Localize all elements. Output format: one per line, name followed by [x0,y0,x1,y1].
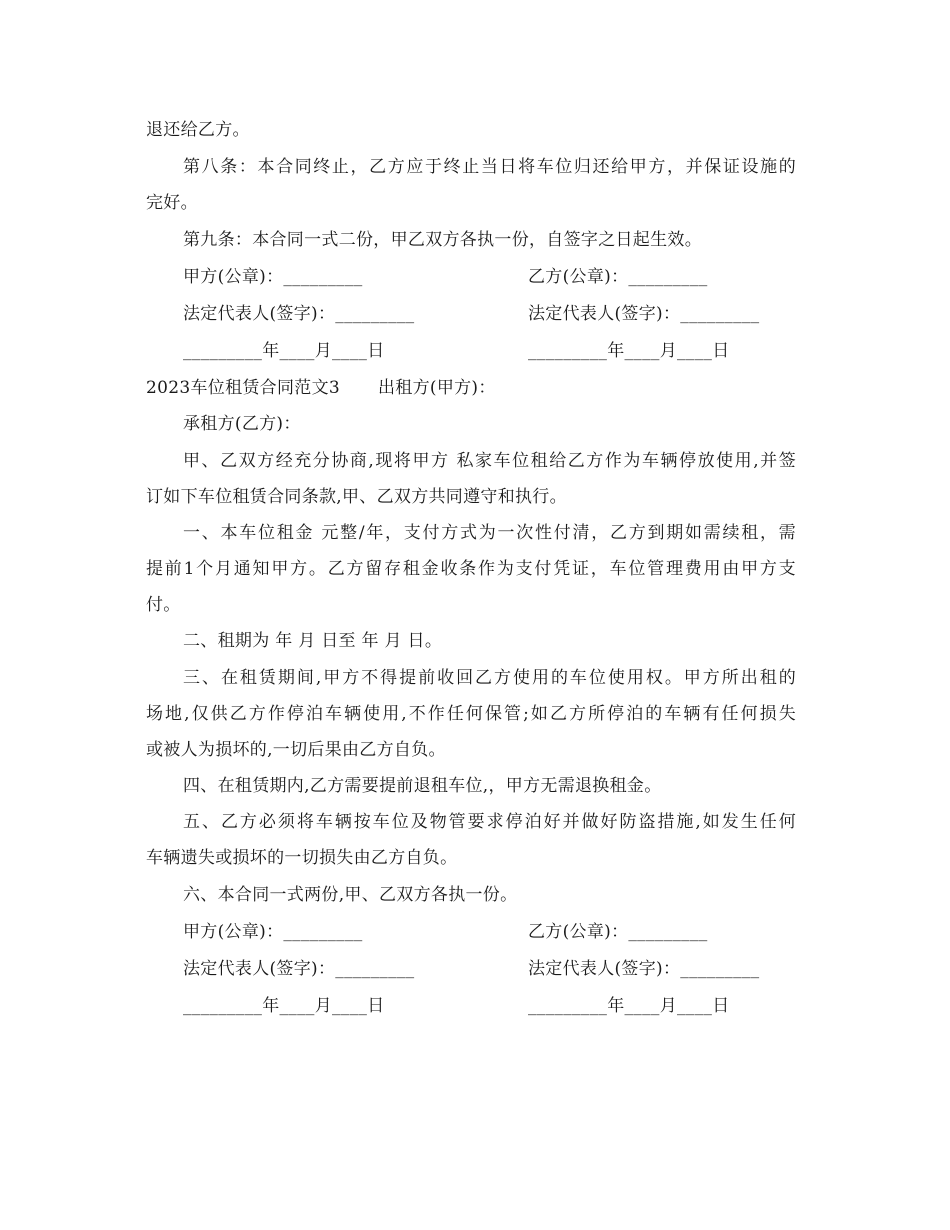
clause-3-line: 三、在租赁期间,甲方不得提前收回乙方使用的车位使用权。甲方所出租的 [183,668,796,688]
party-a-representative: 法定代表人(签字)：_________ [183,304,415,324]
party-a-date: _________年____月____日 [183,341,385,361]
article-9: 第九条：本合同一式二份，甲乙双方各执一份，自签字之日起生效。 [183,230,702,250]
clause-5-line: 车辆遗失或损坏的一切损失由乙方自负。 [146,848,458,868]
party-a-date: _________年____月____日 [183,996,385,1016]
text-line: 完好。 [146,193,198,213]
clause-3-line: 场地,仅供乙方作停泊车辆使用,不作任何保管;如乙方所停泊的车辆有任何损失 [146,704,796,724]
party-b-date: _________年____月____日 [528,341,730,361]
clause-4: 四、在租赁期内,乙方需要提前退租车位,，甲方无需退换租金。 [183,776,662,796]
contract-heading: 2023车位租赁合同范文3 [146,378,340,398]
clause-1-line: 一、本车位租金 元整/年，支付方式为一次性付清，乙方到期如需续租，需 [183,523,796,543]
paragraph-line: 订如下车位租赁合同条款,甲、乙双方共同遵守和执行。 [146,487,567,507]
party-b-seal: 乙方(公章)：_________ [528,267,708,287]
paragraph-line: 甲、乙双方经充分协商,现将甲方 私家车位租给乙方作为车辆停放使用,并签 [183,451,796,471]
clause-1-line: 付。 [146,595,181,615]
clause-6: 六、本合同一式两份,甲、乙双方各执一份。 [183,885,518,905]
lessee-label: 承租方(乙方)： [183,414,301,434]
party-a-seal: 甲方(公章)：_________ [183,267,363,287]
party-b-representative: 法定代表人(签字)：_________ [528,959,760,979]
party-a-representative: 法定代表人(签字)：_________ [183,959,415,979]
clause-1-line: 提前1个月通知甲方。乙方留存租金收条作为支付凭证，车位管理费用由甲方支 [146,559,796,579]
article-8: 第八条：本合同终止，乙方应于终止当日将车位归还给甲方，并保证设施的 [183,157,796,177]
clause-2: 二、租期为 年 月 日至 年 月 日。 [183,631,443,651]
party-a-seal: 甲方(公章)：_________ [183,922,363,942]
clause-5-line: 五、乙方必须将车辆按车位及物管要求停泊好并做好防盗措施,如发生任何 [183,812,796,832]
party-b-date: _________年____月____日 [528,996,730,1016]
lessor-label: 出租方(甲方)： [377,378,496,398]
party-b-representative: 法定代表人(签字)：_________ [528,304,760,324]
clause-3-line: 或被人为损坏的,一切后果由乙方自负。 [146,740,446,760]
text-line: 退还给乙方。 [146,120,250,140]
party-b-seal: 乙方(公章)：_________ [528,922,708,942]
contract-heading-line [146,378,806,398]
